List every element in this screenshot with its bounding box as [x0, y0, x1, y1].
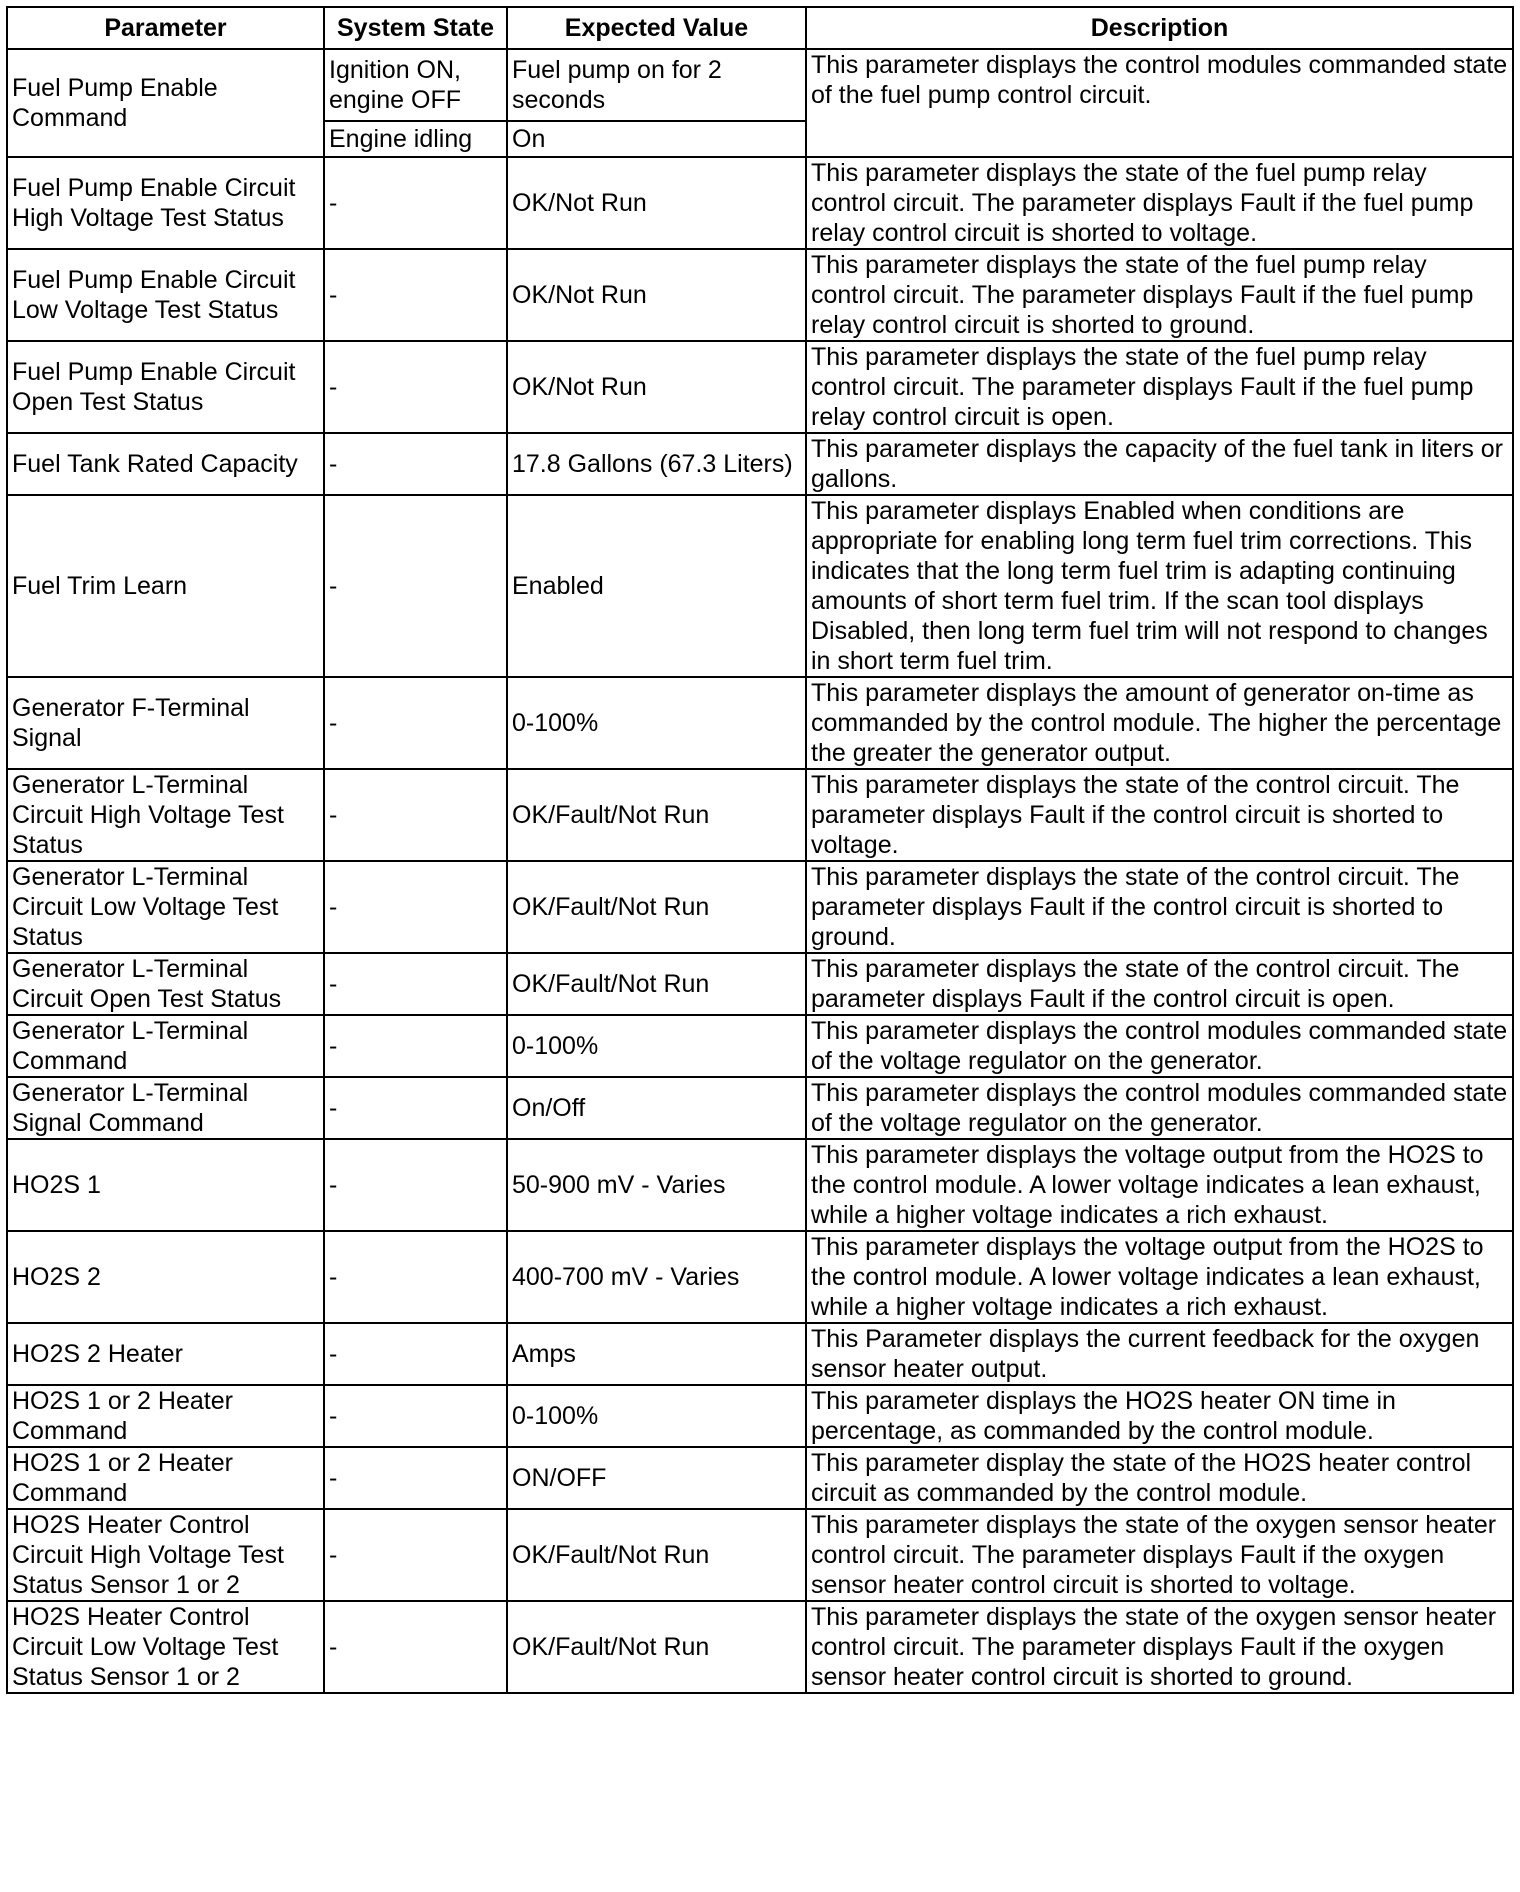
header-row [7, 7, 1513, 49]
cell-description: This parameter display the state of the HO2S heater control circuit as commanded by the control module. [806, 1447, 1513, 1509]
cell-parameter: HO2S 1 [7, 1139, 324, 1231]
cell-expected-value: OK/Not Run [507, 341, 806, 433]
table-row [7, 769, 1513, 861]
cell-description: This parameter displays Enabled when conditions are appropriate for enabling long term fuel trim corrections. This indicates that the long term fuel trim is adapting continuing amounts of short term fuel trim. If the scan tool displays Disabled, then long term fuel trim will not respond to changes in short term fuel trim. [806, 495, 1513, 677]
table-row [7, 1509, 1513, 1601]
cell-parameter: Fuel Trim Learn [7, 495, 324, 677]
cell-expected-value: Enabled [507, 495, 806, 677]
table-row [7, 677, 1513, 769]
cell-description: This parameter displays the state of the control circuit. The parameter displays Fault if the control circuit is open. [806, 953, 1513, 1015]
cell-system-state: - [324, 433, 507, 495]
cell-description: This parameter displays the state of the oxygen sensor heater control circuit. The parameter displays Fault if the oxygen sensor heater control circuit is shorted to voltage. [806, 1509, 1513, 1601]
cell-system-state: - [324, 157, 507, 249]
cell-system-state: - [324, 1447, 507, 1509]
cell-parameter: HO2S Heater Control Circuit Low Voltage Test Status Sensor 1 or 2 [7, 1601, 324, 1693]
header-expected-value: Expected Value [507, 7, 806, 49]
cell-system-state: - [324, 677, 507, 769]
cell-system-state: Engine idling [324, 121, 507, 157]
cell-description: This parameter displays the state of the control circuit. The parameter displays Fault if the control circuit is shorted to voltage. [806, 769, 1513, 861]
table-row [7, 1139, 1513, 1231]
cell-expected-value: 400-700 mV - Varies [507, 1231, 806, 1323]
cell-expected-value: 17.8 Gallons (67.3 Liters) [507, 433, 806, 495]
table-row [7, 495, 1513, 677]
cell-parameter: Generator F-Terminal Signal [7, 677, 324, 769]
cell-description: This parameter displays the voltage output from the HO2S to the control module. A lower voltage indicates a lean exhaust, while a higher voltage indicates a rich exhaust. [806, 1231, 1513, 1323]
cell-description: This parameter displays the capacity of the fuel tank in liters or gallons. [806, 433, 1513, 495]
cell-system-state: - [324, 861, 507, 953]
table-row [7, 953, 1513, 1015]
cell-parameter: Fuel Pump Enable Circuit Open Test Status [7, 341, 324, 433]
cell-description: This parameter displays the control modules commanded state of the voltage regulator on the generator. [806, 1077, 1513, 1139]
cell-description: This parameter displays the state of the fuel pump relay control circuit. The parameter displays Fault if the fuel pump relay control circuit is shorted to ground. [806, 249, 1513, 341]
table-row [7, 49, 1513, 121]
cell-system-state: - [324, 341, 507, 433]
cell-parameter: Generator L-Terminal Circuit High Voltage Test Status [7, 769, 324, 861]
cell-description: This parameter displays the voltage output from the HO2S to the control module. A lower voltage indicates a lean exhaust, while a higher voltage indicates a rich exhaust. [806, 1139, 1513, 1231]
cell-system-state: - [324, 769, 507, 861]
cell-expected-value: OK/Fault/Not Run [507, 1601, 806, 1693]
table-row [7, 861, 1513, 953]
cell-expected-value: OK/Not Run [507, 157, 806, 249]
cell-expected-value: OK/Fault/Not Run [507, 769, 806, 861]
cell-description: This parameter displays the control modules commanded state of the fuel pump control circuit. [806, 49, 1513, 157]
cell-system-state: - [324, 1015, 507, 1077]
table-row [7, 1447, 1513, 1509]
cell-system-state: - [324, 1077, 507, 1139]
parameter-table [6, 6, 1514, 1694]
cell-parameter: Generator L-Terminal Circuit Low Voltage Test Status [7, 861, 324, 953]
cell-parameter: Fuel Pump Enable Circuit High Voltage Test Status [7, 157, 324, 249]
cell-parameter: Fuel Pump Enable Command [7, 49, 324, 157]
document-page [6, 6, 1514, 1694]
table-row [7, 1323, 1513, 1385]
cell-expected-value: OK/Fault/Not Run [507, 953, 806, 1015]
table-row [7, 249, 1513, 341]
cell-parameter: Fuel Tank Rated Capacity [7, 433, 324, 495]
cell-description: This Parameter displays the current feedback for the oxygen sensor heater output. [806, 1323, 1513, 1385]
cell-expected-value: 0-100% [507, 1015, 806, 1077]
table-row [7, 1601, 1513, 1693]
cell-parameter: HO2S 2 Heater [7, 1323, 324, 1385]
table-row [7, 433, 1513, 495]
cell-description: This parameter displays the state of the fuel pump relay control circuit. The parameter displays Fault if the fuel pump relay control circuit is shorted to voltage. [806, 157, 1513, 249]
cell-parameter: HO2S Heater Control Circuit High Voltage Test Status Sensor 1 or 2 [7, 1509, 324, 1601]
table-row [7, 157, 1513, 249]
table-row [7, 1015, 1513, 1077]
table-row [7, 1231, 1513, 1323]
cell-system-state: - [324, 1601, 507, 1693]
cell-description: This parameter displays the HO2S heater ON time in percentage, as commanded by the control module. [806, 1385, 1513, 1447]
cell-system-state: - [324, 495, 507, 677]
cell-expected-value: 0-100% [507, 1385, 806, 1447]
cell-description: This parameter displays the state of the oxygen sensor heater control circuit. The parameter displays Fault if the oxygen sensor heater control circuit is shorted to ground. [806, 1601, 1513, 1693]
cell-expected-value: 0-100% [507, 677, 806, 769]
cell-system-state: - [324, 249, 507, 341]
cell-system-state: - [324, 1385, 507, 1447]
cell-expected-value: 50-900 mV - Varies [507, 1139, 806, 1231]
cell-expected-value: OK/Fault/Not Run [507, 1509, 806, 1601]
cell-system-state: - [324, 1231, 507, 1323]
cell-parameter: HO2S 1 or 2 Heater Command [7, 1447, 324, 1509]
cell-expected-value: Amps [507, 1323, 806, 1385]
cell-description: This parameter displays the control modules commanded state of the voltage regulator on the generator. [806, 1015, 1513, 1077]
header-description: Description [806, 7, 1513, 49]
table-row [7, 1385, 1513, 1447]
cell-parameter: Generator L-Terminal Circuit Open Test Status [7, 953, 324, 1015]
cell-description: This parameter displays the state of the fuel pump relay control circuit. The parameter displays Fault if the fuel pump relay control circuit is open. [806, 341, 1513, 433]
cell-parameter: Generator L-Terminal Signal Command [7, 1077, 324, 1139]
cell-system-state: - [324, 1139, 507, 1231]
cell-expected-value: OK/Not Run [507, 249, 806, 341]
table-row [7, 341, 1513, 433]
cell-system-state: Ignition ON, engine OFF [324, 49, 507, 121]
header-parameter: Parameter [7, 7, 324, 49]
table-row [7, 1077, 1513, 1139]
cell-system-state: - [324, 1323, 507, 1385]
header-system-state: System State [324, 7, 507, 49]
cell-parameter: Generator L-Terminal Command [7, 1015, 324, 1077]
cell-expected-value: On [507, 121, 806, 157]
cell-parameter: HO2S 1 or 2 Heater Command [7, 1385, 324, 1447]
cell-parameter: HO2S 2 [7, 1231, 324, 1323]
cell-expected-value: OK/Fault/Not Run [507, 861, 806, 953]
cell-system-state: - [324, 1509, 507, 1601]
cell-expected-value: On/Off [507, 1077, 806, 1139]
cell-description: This parameter displays the state of the control circuit. The parameter displays Fault if the control circuit is shorted to ground. [806, 861, 1513, 953]
cell-expected-value: Fuel pump on for 2 seconds [507, 49, 806, 121]
cell-system-state: - [324, 953, 507, 1015]
cell-parameter: Fuel Pump Enable Circuit Low Voltage Test Status [7, 249, 324, 341]
cell-description: This parameter displays the amount of generator on-time as commanded by the control module. The higher the percentage the greater the generator output. [806, 677, 1513, 769]
cell-expected-value: ON/OFF [507, 1447, 806, 1509]
